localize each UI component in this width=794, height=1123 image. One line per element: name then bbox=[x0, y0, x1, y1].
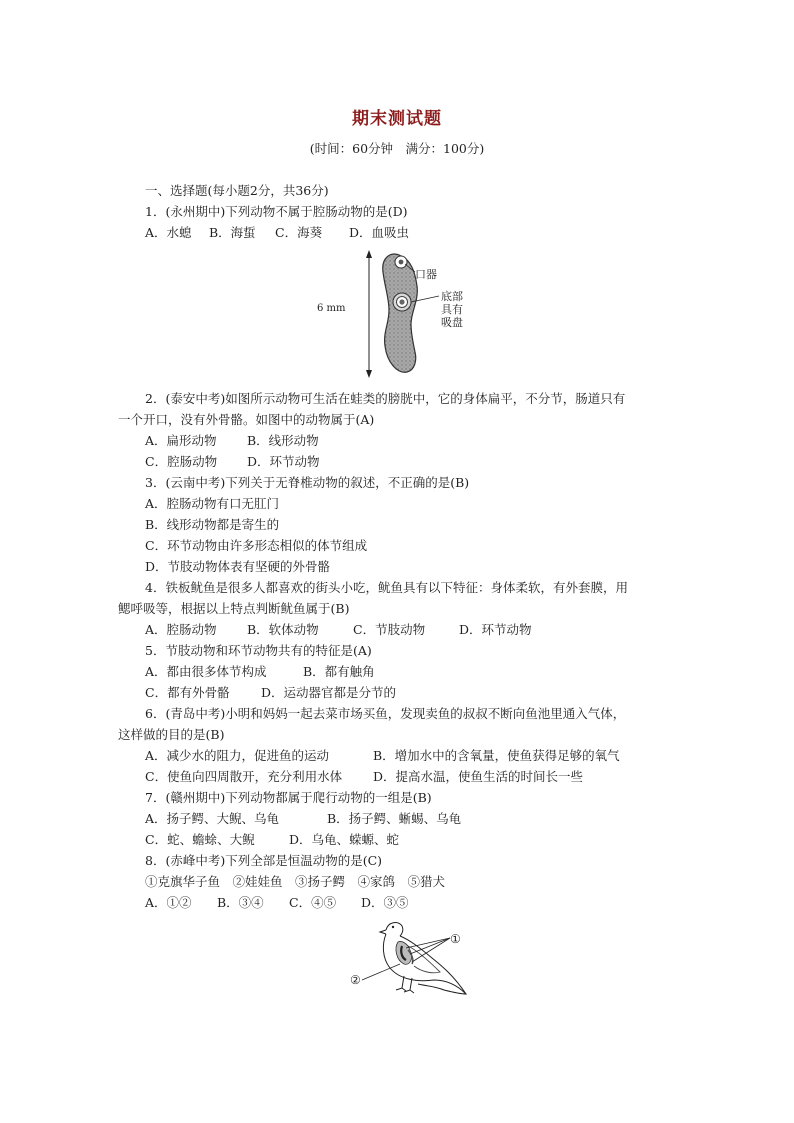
question-8-options bbox=[145, 895, 409, 911]
q4-option-c: C．节肢动物 bbox=[353, 622, 426, 637]
q2-option-d: D．环节动物 bbox=[247, 454, 320, 469]
question-5-options-row2 bbox=[145, 685, 396, 701]
q1-option-c: C．海葵 bbox=[275, 225, 323, 240]
q2-option-b: B．线形动物 bbox=[247, 433, 319, 448]
flatworm-figure bbox=[317, 248, 475, 383]
question-1-options bbox=[145, 225, 409, 241]
q8-option-a: A．①② bbox=[145, 895, 192, 910]
pigeon-illustration bbox=[348, 914, 474, 1004]
q3-option-c: C．环节动物由许多形态相似的体节组成 bbox=[145, 538, 368, 553]
q7-option-a: A．扬子鳄、大鲵、乌龟 bbox=[145, 811, 280, 826]
question-1-stem: 1．(永州期中)下列动物不属于腔肠动物的是(D) bbox=[145, 204, 408, 219]
q8-option-b: B．③④ bbox=[217, 895, 264, 910]
question-6-stem-line1: 6．(青岛中考)小明和妈妈一起去菜市场买鱼，发现卖鱼的叔叔不断向鱼池里通入气体， bbox=[145, 706, 626, 721]
q5-option-c: C．都有外骨骼 bbox=[145, 685, 230, 700]
label-bottom: 底部 bbox=[441, 290, 463, 303]
pigeon-figure bbox=[348, 914, 474, 1004]
q4-option-b: B．软体动物 bbox=[247, 622, 319, 637]
question-8-items: ①克旗华子鱼 ②娃娃鱼 ③扬子鳄 ④家鸽 ⑤猎犬 bbox=[145, 874, 446, 889]
question-5-stem: 5．节肢动物和环节动物共有的特征是(A) bbox=[145, 643, 372, 658]
question-7-options-row1 bbox=[145, 811, 461, 827]
q3-option-a: A．腔肠动物有口无肛门 bbox=[145, 496, 280, 511]
question-2-options-row1 bbox=[145, 433, 319, 449]
q2-option-c: C．腔肠动物 bbox=[145, 454, 218, 469]
question-5-options-row1 bbox=[145, 664, 375, 680]
q2-option-a: A．扁形动物 bbox=[145, 433, 217, 448]
pigeon-label-2: ② bbox=[350, 973, 361, 987]
q6-option-b: B．增加水中的含氧量，使鱼获得足够的氧气 bbox=[373, 748, 620, 763]
q7-option-c: C．蛇、蟾蜍、大鲵 bbox=[145, 832, 255, 847]
question-8-stem: 8．(赤峰中考)下列全部是恒温动物的是(C) bbox=[145, 853, 383, 868]
q5-option-d: D．运动器官都是分节的 bbox=[261, 685, 397, 700]
question-4-stem-line2: 鳃呼吸等，根据以上特点判断鱿鱼属于(B) bbox=[118, 601, 350, 616]
label-mouth: 口器 bbox=[415, 268, 437, 281]
q6-option-a: A．减少水的阻力，促进鱼的运动 bbox=[145, 748, 330, 763]
section-heading: 一、选择题(每小题2分，共36分) bbox=[145, 183, 329, 198]
question-7-stem: 7．(赣州期中)下列动物都属于爬行动物的一组是(B) bbox=[145, 790, 432, 805]
q3-option-d: D．节肢动物体表有坚硬的外骨骼 bbox=[145, 559, 331, 574]
question-4-options bbox=[145, 622, 532, 638]
page-title: 期末测试题 bbox=[352, 109, 442, 129]
q7-option-d: D．乌龟、蝾螈、蛇 bbox=[289, 832, 400, 847]
q6-option-c: C．使鱼向四周散开，充分利用水体 bbox=[145, 769, 343, 784]
pigeon-label-1: ① bbox=[450, 932, 461, 946]
q5-option-b: B．都有触角 bbox=[303, 664, 375, 679]
question-6-options-row1 bbox=[145, 748, 620, 764]
question-4-stem-line1: 4．铁板鱿鱼是很多人都喜欢的街头小吃，鱿鱼具有以下特征：身体柔软，有外套膜，用 bbox=[145, 580, 628, 595]
question-3-stem: 3．(云南中考)下列关于无脊椎动物的叙述，不正确的是(B) bbox=[145, 475, 470, 490]
q1-option-b: B．海蜇 bbox=[209, 225, 256, 240]
q6-option-d: D．提高水温，使鱼生活的时间长一些 bbox=[373, 769, 584, 784]
exam-time-score: (时间：60分钟 满分：100分) bbox=[309, 141, 485, 156]
q5-option-a: A．都由很多体节构成 bbox=[145, 664, 267, 679]
question-2-options-row2 bbox=[145, 454, 320, 470]
q3-option-b: B．线形动物都是寄生的 bbox=[145, 517, 280, 532]
question-2-stem-line2: 一个开口，没有外骨骼。如图中的动物属于(A) bbox=[118, 412, 375, 427]
q8-option-d: D．③⑤ bbox=[361, 895, 409, 910]
q7-option-b: B．扬子鳄、蜥蜴、乌龟 bbox=[327, 811, 462, 826]
label-has: 具有 bbox=[441, 303, 463, 316]
question-6-stem-line2: 这样做的目的是(B) bbox=[118, 727, 225, 742]
label-sucker: 吸盘 bbox=[441, 316, 463, 329]
q4-option-d: D．环节动物 bbox=[459, 622, 532, 637]
q8-option-c: C．④⑤ bbox=[289, 895, 337, 910]
q4-option-a: A．腔肠动物 bbox=[145, 622, 217, 637]
q1-option-a: A．水螅 bbox=[145, 225, 192, 240]
length-label: 6 mm bbox=[317, 303, 346, 314]
q1-option-d: D．血吸虫 bbox=[349, 225, 410, 240]
question-2-stem-line1: 2．(泰安中考)如图所示动物可生活在蛙类的膀胱中，它的身体扁平，不分节，肠道只有 bbox=[145, 391, 626, 406]
question-6-options-row2 bbox=[145, 769, 583, 785]
question-7-options-row2 bbox=[145, 832, 399, 848]
